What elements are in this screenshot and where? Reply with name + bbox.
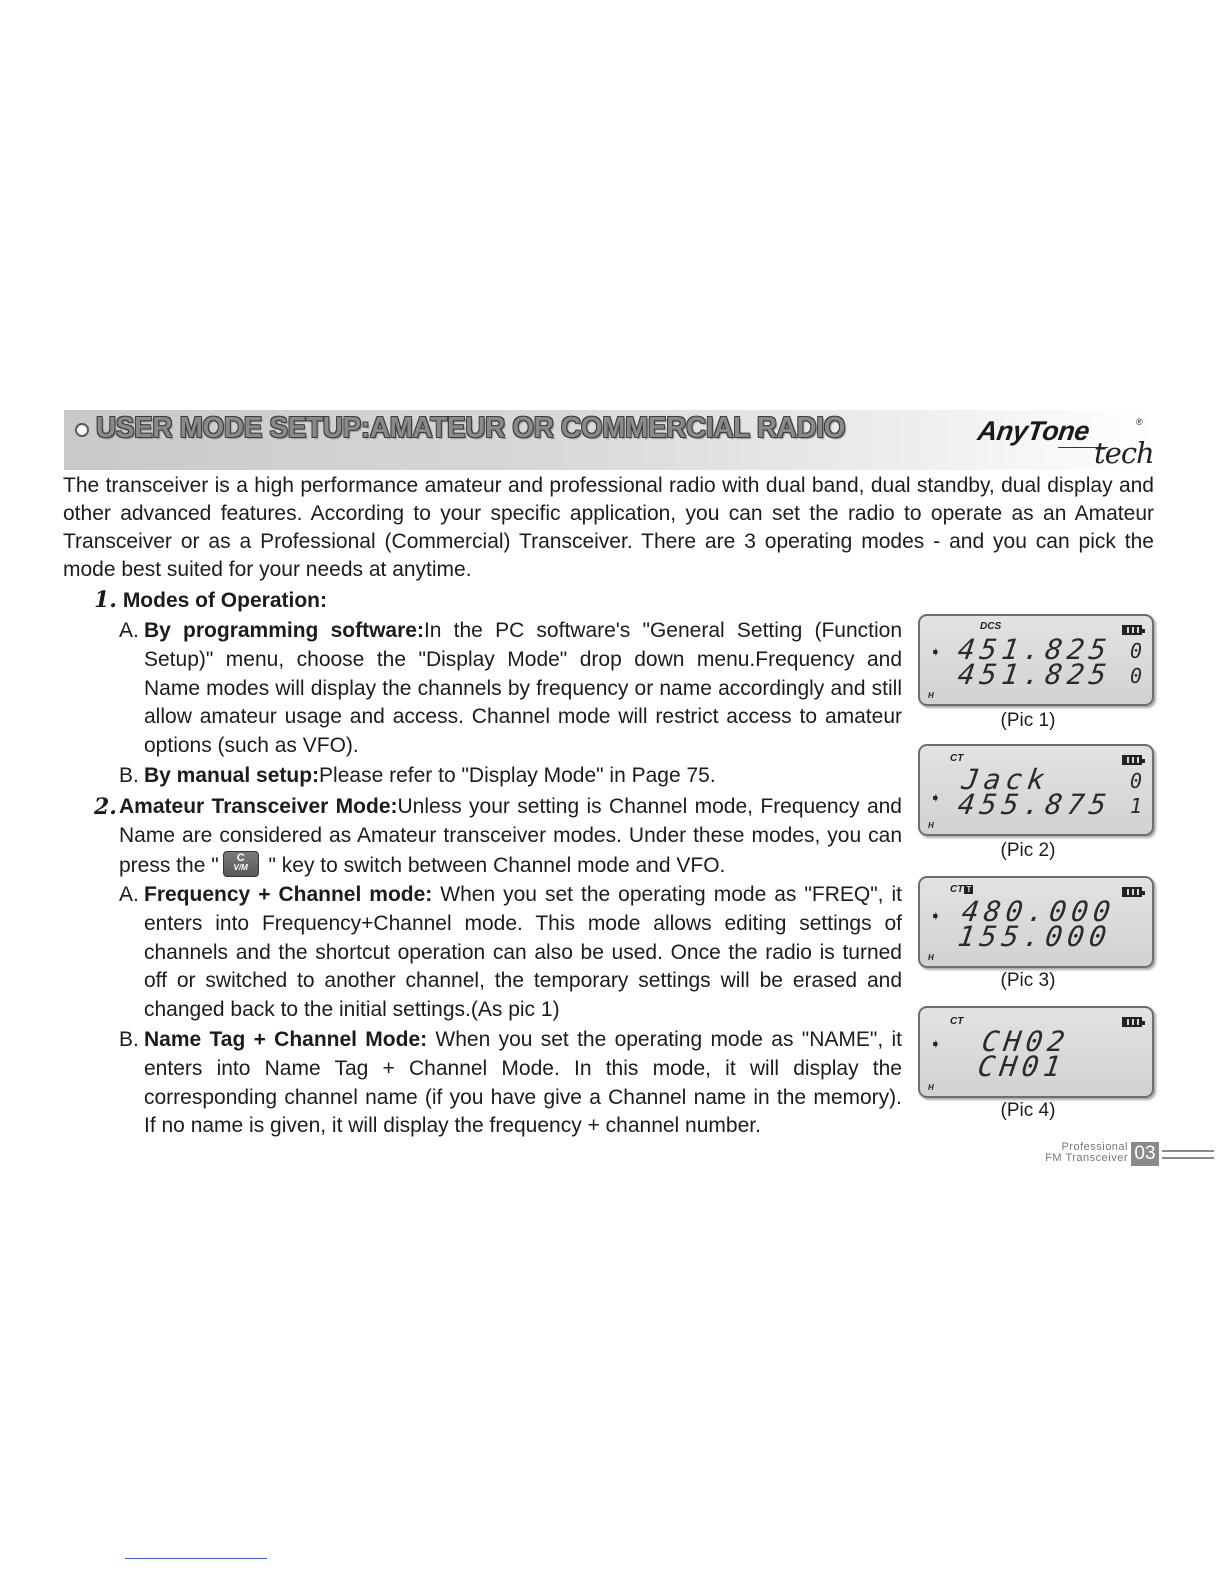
lcd-channel-2: 0 (1129, 664, 1142, 688)
active-band-arrow-icon: ➧ (930, 1036, 941, 1051)
lcd-indicator: CT (950, 1016, 964, 1027)
section-title: USER MODE SETUP:AMATEUR OR COMMERCIAL RADIO (96, 412, 846, 444)
pic1-caption: (Pic 1) (1000, 710, 1056, 731)
item-label: B. (119, 764, 139, 787)
lcd-display-pic3 (918, 876, 1154, 968)
item-b-text: When you set the operating mode as "NAME", it enters into Name Tag + Channel Mode. In this mode, it will display the corresponding channel name (if you have give a Channel name in the memory). If no name is given, it will display the frequency + channel number. (144, 1028, 902, 1138)
bottom-divider (125, 1558, 267, 1559)
lcd-display-pic2 (918, 744, 1154, 836)
lcd-row-1: 480.000 (959, 895, 1118, 928)
item-b-text: Please refer to "Display Mode" in Page 75. (319, 764, 716, 787)
lcd-display-pic1 (918, 614, 1154, 706)
lcd-indicator: CT T (950, 884, 973, 895)
intro-paragraph (63, 472, 1154, 584)
section2-text1: Unless your setting is Channel mode, Frequency and Name are considered as Amateur transceiver modes. Under these modes, you can press the " (119, 795, 902, 877)
section2-text2: " key to switch between Channel mode and VFO. (262, 853, 726, 877)
lcd-channel-1: 0 (1129, 769, 1142, 793)
lcd-row-1: Jack (959, 763, 1052, 796)
header-bullet-icon (75, 423, 89, 437)
section2-number: 2. (94, 794, 117, 820)
lcd-row-2: 451.825 (955, 658, 1114, 691)
item-label: A. (119, 619, 139, 642)
active-band-arrow-icon: ➧ (930, 790, 941, 805)
power-indicator: H (928, 821, 934, 830)
power-indicator: H (928, 691, 934, 700)
lcd-indicator: CT (950, 753, 964, 764)
page-number: 03 (1131, 1142, 1159, 1166)
lcd-row-2: 455.875 (955, 788, 1114, 821)
pic2-caption: (Pic 2) (1000, 840, 1056, 861)
power-indicator: H (928, 1083, 934, 1092)
lcd-row-2: CH01 (975, 1050, 1068, 1083)
vm-key-icon: C V/M (223, 851, 259, 877)
t-icon: T (964, 885, 973, 894)
item-label: B. (119, 1028, 139, 1051)
active-band-arrow-icon: ➧ (930, 644, 941, 659)
section1-item-b (119, 762, 902, 791)
lcd-row-2: 155.000 (955, 920, 1114, 953)
section1-number: 1. (94, 587, 117, 613)
intro-text: The transceiver is a high performance amateur and professional radio with dual band, dual standby, dual display and other advanced features. According to your specific application, you can set the radio to operate as an Amateur Transceiver or as a Professional (Commercial) Transceiver. There are 3 operating modes - and you can pick the mode best suited for your needs at anytime. (63, 474, 1154, 581)
active-band-arrow-icon: ➧ (930, 908, 941, 923)
footer-label-line2: FM Transceiver (1045, 1152, 1128, 1164)
section2-item-a (119, 881, 902, 1025)
lcd-row-1: CH02 (979, 1025, 1072, 1058)
pic3-caption: (Pic 3) (1000, 970, 1056, 991)
lcd-row-1: 451.825 (955, 633, 1114, 666)
lcd-display-pic4 (918, 1006, 1154, 1098)
item-a-bold: Frequency + Channel mode: (144, 883, 433, 906)
lcd-channel-1: 0 (1129, 639, 1142, 663)
section1-item-a (119, 617, 902, 761)
pic4-caption: (Pic 4) (1000, 1100, 1056, 1121)
logo-brand: AnyTone (975, 416, 1092, 446)
footer-rule-bottom (1162, 1157, 1214, 1159)
logo-sub: tech (1094, 436, 1154, 470)
anytone-logo (972, 414, 1157, 472)
battery-icon (1122, 887, 1142, 897)
lcd-channel-2: 1 (1129, 794, 1142, 818)
power-indicator: H (928, 953, 934, 962)
section1-heading (94, 586, 327, 615)
item-label: A. (119, 883, 139, 906)
lcd-indicator: DCS (980, 621, 1002, 632)
battery-icon (1122, 625, 1142, 635)
logo-registered: ® (1136, 417, 1143, 427)
section1-title: Modes of Operation: (122, 589, 327, 612)
item-b-bold: Name Tag + Channel Mode: (144, 1028, 428, 1051)
item-a-text: In the PC software's "General Setting (Function Setup)" menu, choose the "Display Mode" drop down menu.Frequency and Name modes will display the channels by frequency or name accordingly and still allow amateur usage and access. Channel mode will restrict access to amateur options (such as VFO). (144, 619, 902, 758)
item-a-text: When you set the operating mode as "FREQ", it enters into Frequency+Channel mode. This mode allows editing settings of channels and the shortcut operation can also be used. Once the radio is turned off or switched to another channel, the temporary settings will be erased and changed back to the initial settings.(As pic 1) (144, 883, 902, 1022)
item-a-bold: By programming software: (144, 619, 424, 642)
footer-label-line1: Professional (1061, 1141, 1128, 1153)
footer-label (1045, 1142, 1128, 1164)
section2-intro (94, 793, 902, 880)
battery-icon (1122, 1017, 1142, 1027)
battery-icon (1122, 755, 1142, 765)
section2-title: Amateur Transceiver Mode: (119, 795, 398, 818)
footer-rule-top (1162, 1150, 1214, 1152)
item-b-bold: By manual setup: (144, 764, 320, 787)
section2-item-b (119, 1026, 902, 1141)
